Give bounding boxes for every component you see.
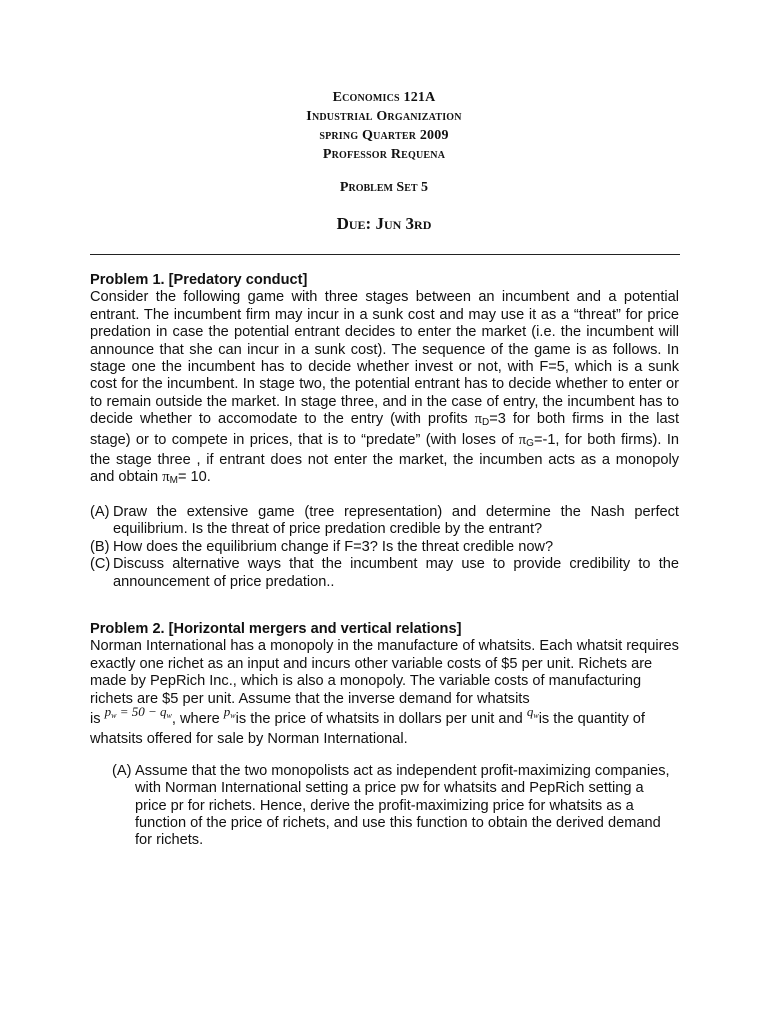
- sym-q: q: [526, 704, 534, 720]
- eq-mid: = 50 −: [116, 704, 160, 720]
- problem-set-title: Problem Set 5: [339, 180, 429, 195]
- item-label: (B): [90, 538, 110, 555]
- item-text: Discuss alternative ways that the incumbent may use to provide credibility to the announcement of price predation..: [113, 556, 679, 590]
- list-item: [90, 504, 679, 539]
- problem-1-body: [90, 289, 679, 489]
- course-subject: Industrial Organization: [306, 109, 462, 124]
- problem-1-questions: [90, 504, 679, 591]
- sym-p: p: [223, 704, 231, 720]
- pi-symbol: π: [162, 469, 170, 486]
- list-item: [90, 539, 679, 556]
- problem-2-text-a: Norman International has a monopoly in the manufacture of whatsits. Each whatsit requires exactly one richet as an input and incurs other variable costs of $5 per unit. Richets are made by PepRich Inc., which is also a monopoly. The variable costs of manufacturing richets are $5 per unit. Assume that the inverse demand for whatsits: [90, 638, 679, 707]
- problem-1: [90, 272, 679, 591]
- eq-q-sub: w: [166, 711, 172, 721]
- quantity-symbol: [527, 704, 539, 719]
- problem-1-text-d: = 10.: [177, 469, 211, 486]
- pi-symbol: π: [518, 431, 527, 448]
- course-title: Economics 121A: [332, 90, 436, 105]
- pi-g-subscript: G: [526, 437, 534, 449]
- problem-1-text-a: Consider the following game with three stages between an incumbent and a potential entrant. The incumbent firm may incur in a sunk cost and may use it as a “threat” for price predation in case the potential entrant decides to enter the market (i.e. the incumbent will announce that she can incur in a sunk cost). The sequence of the game is as follows. In stage one the incumbent has to decide whether invest or not, with F=5, which is a sunk cost for the incumbent. In stage two, the potential entrant has to decide whether to enter or to remain outside the market. In stage three, and in the case of entry, the incumbent has to decide whether to accomodate to the entry (with profits: [90, 289, 679, 428]
- item-text: How does the equilibrium change if F=3? Is the threat credible now?: [113, 538, 554, 555]
- header-divider: [90, 254, 680, 255]
- document-header: [0, 88, 768, 234]
- list-item: [90, 556, 679, 591]
- eq-p-sub: w: [111, 711, 117, 721]
- problem-2-body: [90, 638, 679, 748]
- problem-1-text-b: =3 for both firms in the last stage) or to compete in prices, that is to “predate” (with loses of: [90, 411, 680, 448]
- price-symbol: [224, 704, 236, 719]
- problem-1-text-c: =-1, for both firms). In the stage three , if entrant does not enter the market, the incumben acts as a monopoly and obtain: [90, 431, 679, 486]
- problem-2-equation-line: [90, 704, 679, 749]
- item-text: Assume that the two monopolists act as independent profit-maximizing companies, with Norman International setting a price pw for whatsits and PepRich setting a price pr for richets. Hence, derive the profit-maximizing price for whatsits as a function of the price of richets, and use this function to obtain the derived demand for richets.: [135, 762, 670, 849]
- problem-2-text-c: is the quantity of whatsits offered for sale by Norman International.: [90, 711, 645, 748]
- problem-2-title: Problem 2. [Horizontal mergers and vertical relations]: [90, 621, 462, 637]
- inverse-demand-equation: [105, 704, 172, 719]
- eq-p: p: [104, 704, 112, 720]
- item-label: (C): [90, 556, 111, 573]
- pi-m-subscript: M: [169, 475, 178, 487]
- sym-q-sub: w: [533, 711, 539, 721]
- pi-d-subscript: D: [482, 417, 490, 429]
- problem-1-title: Problem 1. [Predatory conduct]: [90, 272, 308, 288]
- due-date: Due: Jun 3rd: [336, 214, 432, 233]
- problem-2: [90, 621, 679, 850]
- is-word: is: [90, 711, 101, 728]
- professor-name: Professor Requena: [322, 147, 446, 162]
- pi-symbol: π: [474, 411, 483, 428]
- problem-2-text-b: is the price of whatsits in dollars per unit and: [235, 711, 523, 728]
- where-text: , where: [171, 711, 220, 728]
- list-item: [112, 763, 679, 850]
- course-term: spring Quarter 2009: [319, 128, 449, 143]
- item-label: (A): [112, 762, 132, 779]
- item-text: Draw the extensive game (tree representation) and determine the Nash perfect equilibrium. Is the threat of price predation credible by the entrant?: [113, 503, 679, 538]
- eq-q: q: [160, 704, 167, 720]
- sym-p-sub: w: [230, 711, 236, 721]
- item-label: (A): [90, 503, 110, 520]
